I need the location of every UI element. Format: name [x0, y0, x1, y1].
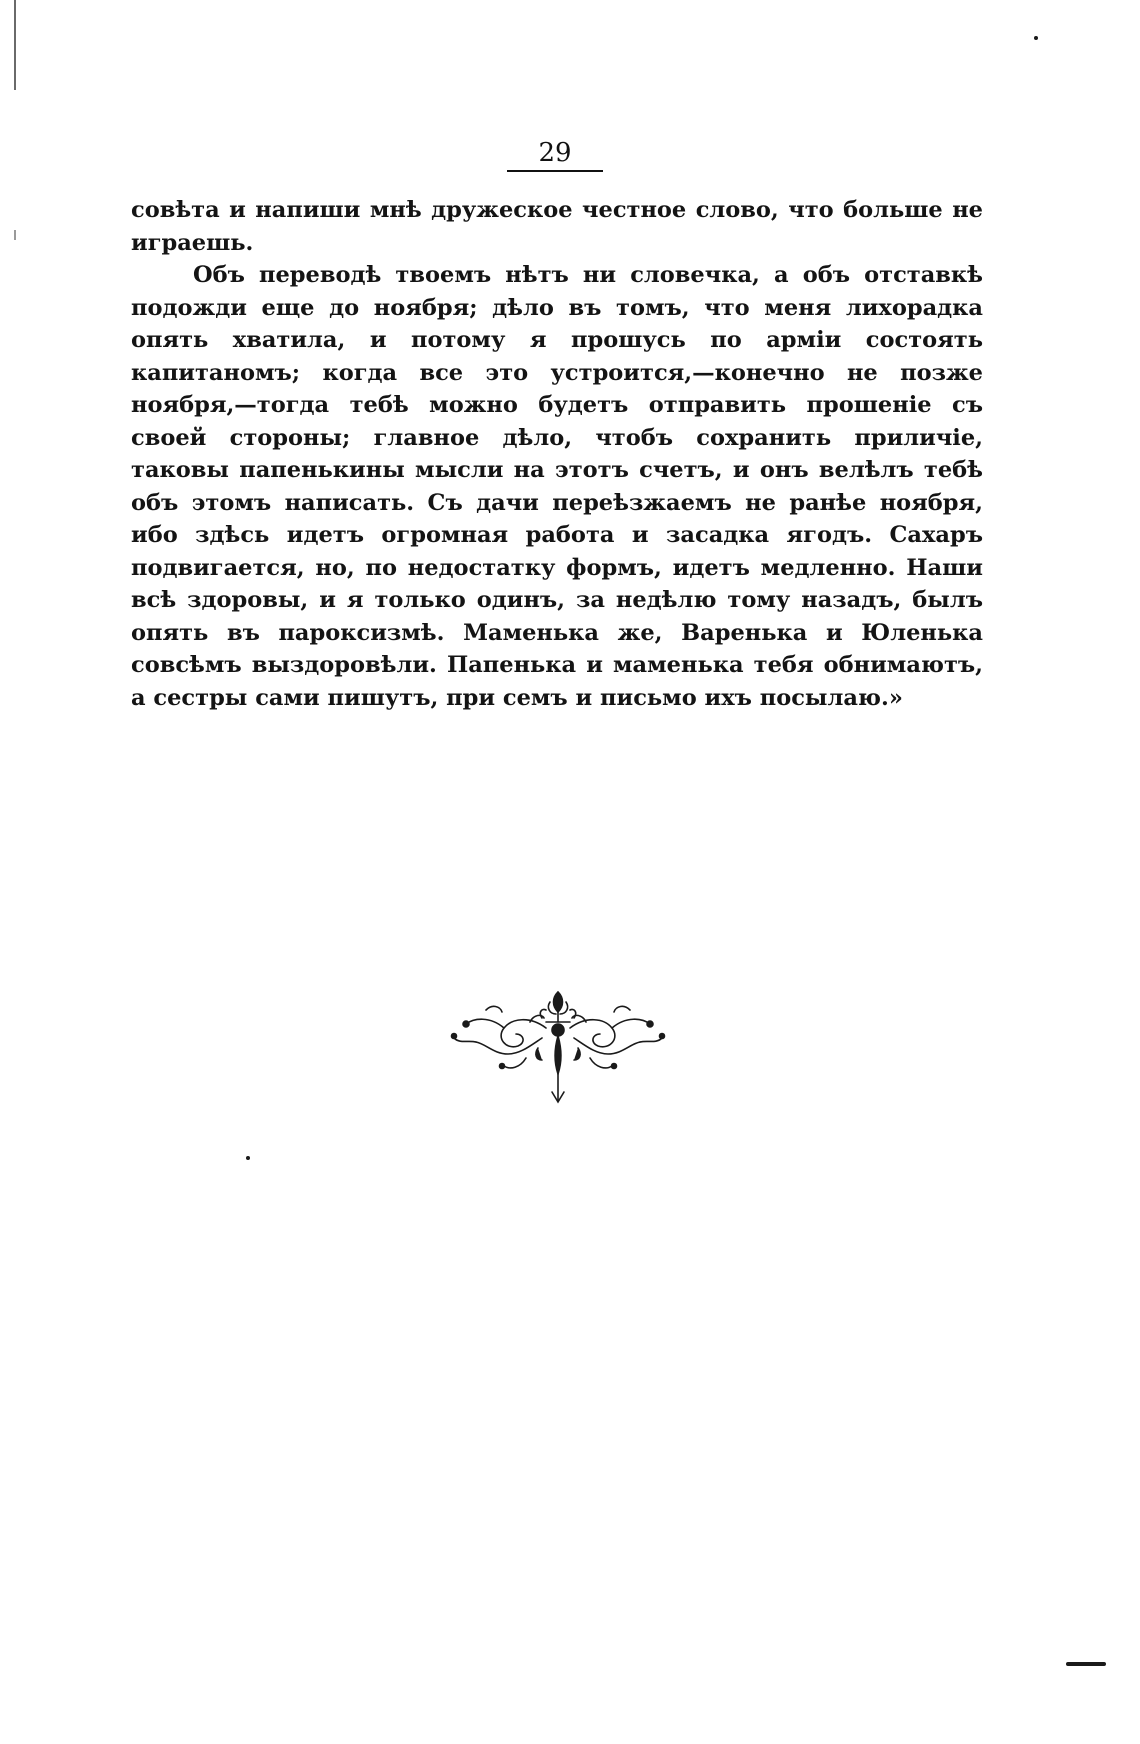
page-number-rule: [507, 170, 603, 172]
scan-edge-mark: [14, 230, 16, 240]
body-text: [131, 194, 983, 714]
paragraph-continuation: совѣта и напиши мнѣ дружеское честное слово, что больше не играешь.: [131, 197, 983, 256]
page-number: 29: [538, 138, 572, 168]
scan-edge-line: [14, 0, 16, 90]
paragraph: Объ переводѣ твоемъ нѣтъ ни словечка, а объ отставкѣ подожди еще до ноября; дѣло въ томъ, что меня лихорадка опять хватила, и потому я прошусь по арміи состоять капитаномъ; когда все это устроится,—конечно не позже ноября,—тогда тебѣ можно будетъ отправить прошеніе съ своей стороны; главное дѣло, чтобъ сохранить приличіе, таковы папенькины мысли на этотъ счетъ, и онъ велѣлъ тебѣ объ этомъ написать. Съ дачи переѣзжаемъ не ранѣе ноября, ибо здѣсь идетъ огромная работа и засадка ягодъ. Сахаръ подвигается, но, по недостатку формъ, идетъ медленно. Наши всѣ здоровы, и я только одинъ, за недѣлю тому назадъ, былъ опять въ пароксизмѣ. Маменька же, Варенька и Юленька совсѣмъ выздоровѣли. Папенька и маменька тебя обнимаютъ, а сестры сами пишутъ, при семъ и письмо ихъ посылаю.»: [131, 262, 983, 711]
page-header: [505, 138, 605, 172]
scan-edge-dash: [1066, 1662, 1106, 1666]
scan-speck: [246, 1156, 250, 1160]
scan-speck: [1034, 36, 1038, 40]
floral-ornament-icon: [446, 988, 670, 1106]
